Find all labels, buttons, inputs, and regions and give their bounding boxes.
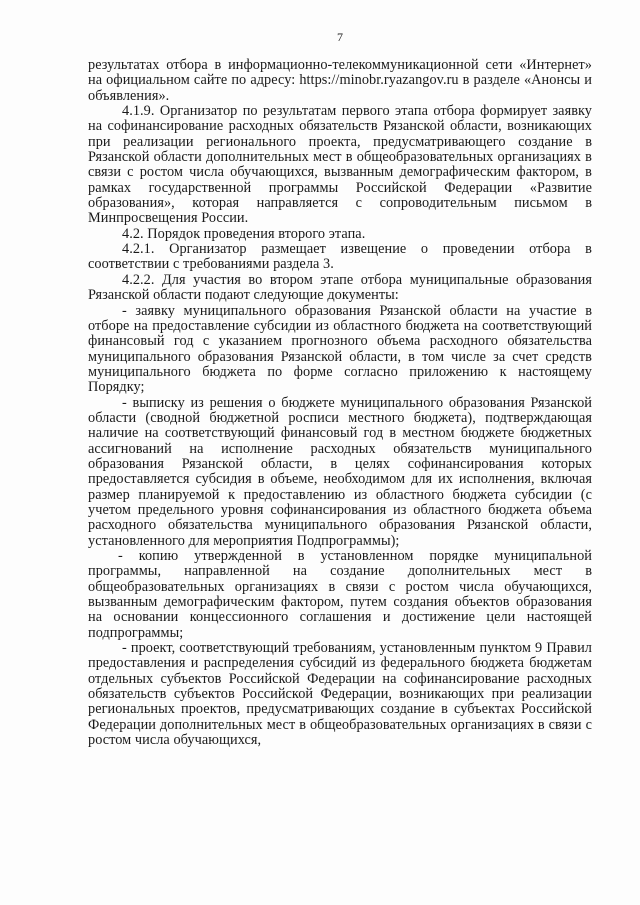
list-item-municipal-program: - копию утвержденной в установленном порядке муниципальной программы, направленной на создание дополнительных мест в общеобразовательных организациях в связи с ростом числа обучающихся, вызванным демографическим фактором, путем создания объектов образования на основании концессионного соглашения и достижение цели настоящей подпрограммы; bbox=[88, 548, 592, 641]
paragraph-4-1-9: 4.1.9. Организатор по результатам первого этапа отбора формирует заявку на софинансирование расходных обязательств Рязанской области, возникающих при реализации регионального проекта, предусматривающего создание в Рязанской области дополнительных мест в общеобразовательных организациях в связи с ростом числа обучающихся, вызванным демографическим фактором, в рамках государственной программы Российской Федерации «Развитие образования», которая направляется с сопроводительным письмом в Минпросвещения России. bbox=[88, 103, 592, 227]
list-item-budget-extract: - выписку из решения о бюджете муниципального образования Рязанской области (сводной бюджетной росписи местного бюджета), подтверждающая наличие на соответствующий финансовый год в местном бюджете бюджетных ассигнований на исполнение расходных обязательств муниципального образования Рязанской области, в целях софинансирования которых предоставляется субсидия в объеме, необходимом для их исполнения, включая размер планируемой к предоставлению из областного бюджета субсидии (с учетом предельного уровня софинансирования из областного бюджета объема расходного обязательства муниципального образования Рязанской области, установленного для мероприятия Подпрограммы); bbox=[88, 394, 592, 549]
list-item-project: - проект, соответствующий требованиям, установленным пунктом 9 Правил предоставления и распределения субсидий из федерального бюджета бюджетам отдельных субъектов Российской Федерации на софинансирование расходных обязательств субъектов Российской Федерации, возникающих при реализации региональных проектов, предусматривающих создание в субъектах Российской Федерации дополнительных мест в общеобразовательных организациях в связи с ростом числа обучающихся, bbox=[88, 640, 592, 749]
paragraph-4-2-2: 4.2.2. Для участия во втором этапе отбора муниципальные образования Рязанской области подают следующие документы: bbox=[88, 271, 592, 304]
list-item-application: - заявку муниципального образования Рязанской области на участие в отборе на предоставление субсидии из областного бюджета на соответствующий финансовый год с указанием прогнозного объема расходного обязательства муниципального образования Рязанской области, в том числе за счет средств муниципального бюджета по форме согласно приложению к настоящему Порядку; bbox=[88, 302, 592, 396]
paragraph-4-2-1: 4.2.1. Организатор размещает извещение о проведении отбора в соответствии с требованиями раздела 3. bbox=[88, 241, 592, 273]
document-body bbox=[88, 58, 592, 748]
page-number: 7 bbox=[337, 30, 343, 44]
paragraph-continuation: результатах отбора в информационно-телекоммуникационной сети «Интернет» на официальном сайте по адресу: https://minobr.ryazangov.ru в разделе «Анонсы и объявления». bbox=[88, 57, 592, 104]
paragraph-4-2-heading: 4.2. Порядок проведения второго этапа. bbox=[122, 225, 366, 242]
